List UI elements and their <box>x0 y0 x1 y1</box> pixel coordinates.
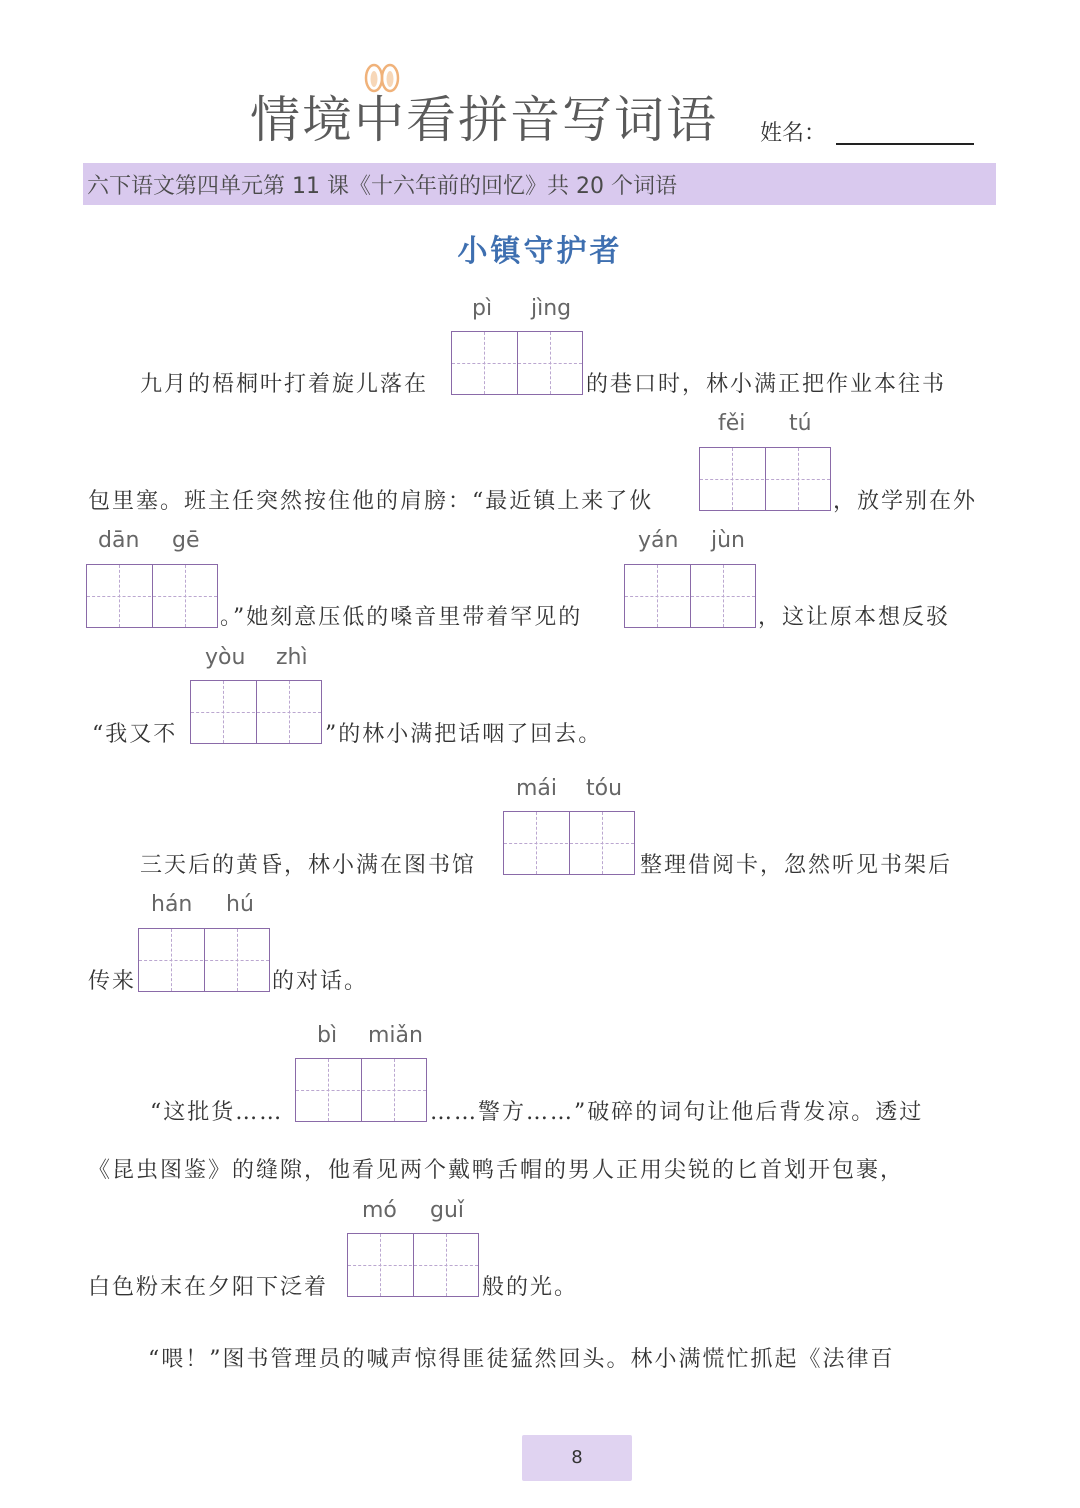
answer-box[interactable] <box>699 447 831 511</box>
pinyin: hán <box>151 892 193 917</box>
pinyin: jùn <box>711 528 745 553</box>
text-segment: “喂！”图书管理员的喊声惊得匪徒猛然回头。林小满慌忙抓起《法律百 <box>148 1347 895 1372</box>
text-segment: 包里塞。班主任突然按住他的肩膀：“最近镇上来了伙 <box>88 489 654 514</box>
story-title: 小镇守护者 <box>457 234 623 269</box>
pinyin: mó <box>362 1198 397 1223</box>
text-segment: 白色粉末在夕阳下泛着 <box>88 1275 329 1300</box>
lesson-banner <box>83 163 996 205</box>
answer-box[interactable] <box>503 811 635 875</box>
text-segment: 传来 <box>88 969 137 994</box>
text-segment: 的对话。 <box>272 969 369 994</box>
pinyin: gē <box>172 528 200 553</box>
answer-box[interactable] <box>624 564 756 628</box>
answer-box[interactable] <box>86 564 218 628</box>
pinyin: yán <box>638 528 679 553</box>
pinyin: dān <box>98 528 140 553</box>
banner-text: 六下语文第四单元第 11 课《十六年前的回忆》共 20 个词语 <box>87 174 677 199</box>
pinyin: tú <box>789 411 812 436</box>
page-number: 8 <box>522 1435 632 1481</box>
pinyin: tóu <box>586 776 623 801</box>
answer-box[interactable] <box>190 680 322 744</box>
text-segment: 。”她刻意压低的嗓音里带着罕见的 <box>220 605 583 630</box>
text-segment: “这批货…… <box>150 1100 284 1125</box>
answer-box[interactable] <box>347 1233 479 1297</box>
title-text: 情境中看拼音写词语 <box>250 91 718 149</box>
text-segment: 九月的梧桐叶打着旋儿落在 <box>140 372 429 397</box>
text-segment: ”的林小满把话咽了回去。 <box>325 722 603 747</box>
text-segment: ，放学别在外 <box>833 489 978 514</box>
worksheet-title <box>250 62 750 152</box>
answer-box[interactable] <box>451 331 583 395</box>
text-segment: ……警方……”破碎的词句让他后背发凉。透过 <box>430 1100 924 1125</box>
text-segment: 《昆虫图鉴》的缝隙，他看见两个戴鸭舌帽的男人正用尖锐的匕首划开包裹， <box>88 1158 905 1183</box>
pinyin: pì <box>472 296 493 321</box>
pinyin: hú <box>226 892 254 917</box>
text-segment: “我又不 <box>92 722 178 747</box>
pinyin: guǐ <box>430 1198 465 1223</box>
pinyin: jìng <box>531 296 572 321</box>
text-segment: 的巷口时，林小满正把作业本往书 <box>586 372 947 397</box>
text-segment: ，这让原本想反驳 <box>758 605 951 630</box>
pinyin: mái <box>516 776 558 801</box>
text-segment: 三天后的黄昏，林小满在图书馆 <box>140 853 477 878</box>
name-label: 姓名： <box>760 121 827 146</box>
pinyin: fěi <box>718 411 746 436</box>
text-segment: 整理借阅卡，忽然听见书架后 <box>640 853 953 878</box>
pinyin: yòu <box>205 645 246 670</box>
pinyin: miǎn <box>368 1023 423 1048</box>
answer-box[interactable] <box>138 928 270 992</box>
pinyin: bì <box>317 1023 338 1048</box>
name-input-line[interactable] <box>836 143 974 145</box>
answer-box[interactable] <box>295 1058 427 1122</box>
text-segment: 般的光。 <box>482 1275 579 1300</box>
pinyin: zhì <box>276 645 308 670</box>
